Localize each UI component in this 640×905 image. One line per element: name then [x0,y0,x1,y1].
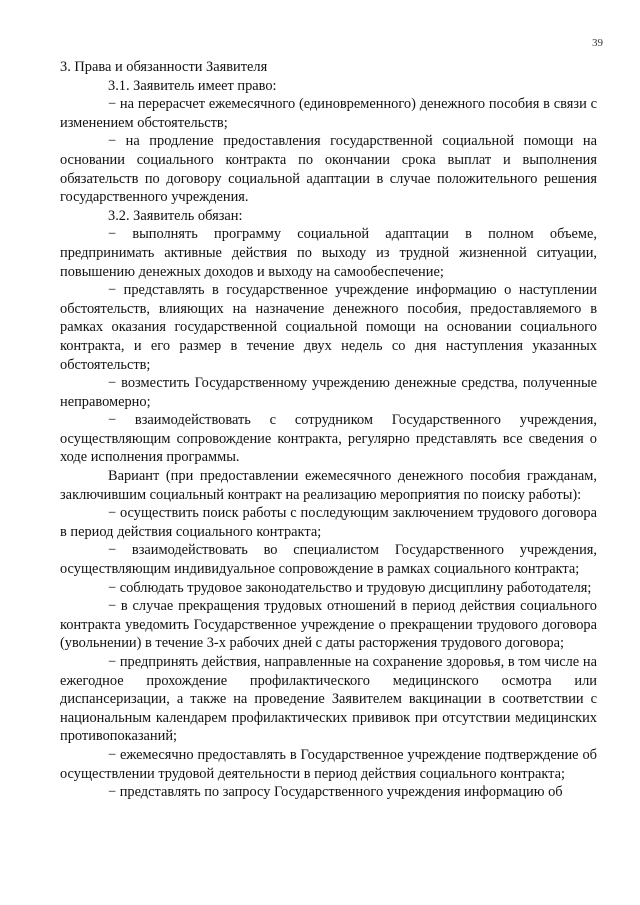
duties-item-2: − представлять в государственное учреждение информацию о наступлении обстоятельств, влияющих на назначение денежного пособия, предоставляемого в рамках оказания государственной социальной помощи на основании социального контракта, и его размер в течение двух недель со дня наступления указанных обстоятельств; [60,282,597,373]
variant-duties-item-2: − взаимодействовать во специалистом Государственного учреждения, осуществляющим индивидуальное сопровождение в рамках социального контракта; [60,542,597,578]
duties-item-4: − взаимодействовать с сотрудником Государственного учреждения, осуществляющим сопровождение контракта, регулярно представлять все сведения о ходе исполнения программы. [60,412,597,466]
duties-item-1: − выполнять программу социальной адаптации в полном объеме, предпринимать активные действия по выходу из трудной жизненной ситуации, повышению денежных доходов и выходу на самообеспечение; [60,226,597,280]
variant-duties-item-1: − осуществить поиск работы с последующим заключением трудового договора в период действия социального контракта; [60,505,597,540]
duties-item-3: − возместить Государственному учреждению денежные средства, полученные неправомерно; [60,375,597,410]
rights-heading: 3.1. Заявитель имеет право: [108,77,277,94]
rights-item-1: − на перерасчет ежемесячного (единовременного) денежного пособия в связи с изменением обстоятельств; [60,96,597,131]
duties-heading: 3.2. Заявитель обязан: [108,207,243,224]
page-number: 39 [592,37,603,49]
variant-paragraph: Вариант (при предоставлении ежемесячного денежного пособия гражданам, заключившим социальный контракт на реализацию мероприятия по поиску работы): [60,468,597,503]
document-body [60,58,597,802]
variant-duties-item-5: − предпринять действия, направленные на сохранение здоровья, в том числе на ежегодное прохождение профилактического медицинского осмотра или диспансеризации, а также на проведение Заявителем вакцинации в соответствии с национальным календарем профилактических прививок при отсутствии медицинских противопоказаний; [60,654,597,745]
variant-duties-item-7: − представлять по запросу Государственного учреждения информацию об [108,784,563,801]
variant-duties-item-6: − ежемесячно предоставлять в Государственное учреждение подтверждение об осуществлении трудовой деятельности в период действия социального контракта; [60,746,597,782]
rights-item-2: − на продление предоставления государственной социальной помощи на основании социального контракта по окончании срока выплат и выполнения обязательств по договору социальной адаптации в случае положительного решения государственного учреждения. [60,133,597,206]
variant-duties-item-4: − в случае прекращения трудовых отношений в период действия социального контракта уведомить Государственное учреждение о прекращении трудового договора (увольнении) в течение 3-х рабочих дней с даты расторжения трудового договора; [60,598,597,652]
variant-duties-item-3: − соблюдать трудовое законодательство и трудовую дисциплину работодателя; [108,579,592,596]
section-heading: 3. Права и обязанности Заявителя [60,59,268,75]
